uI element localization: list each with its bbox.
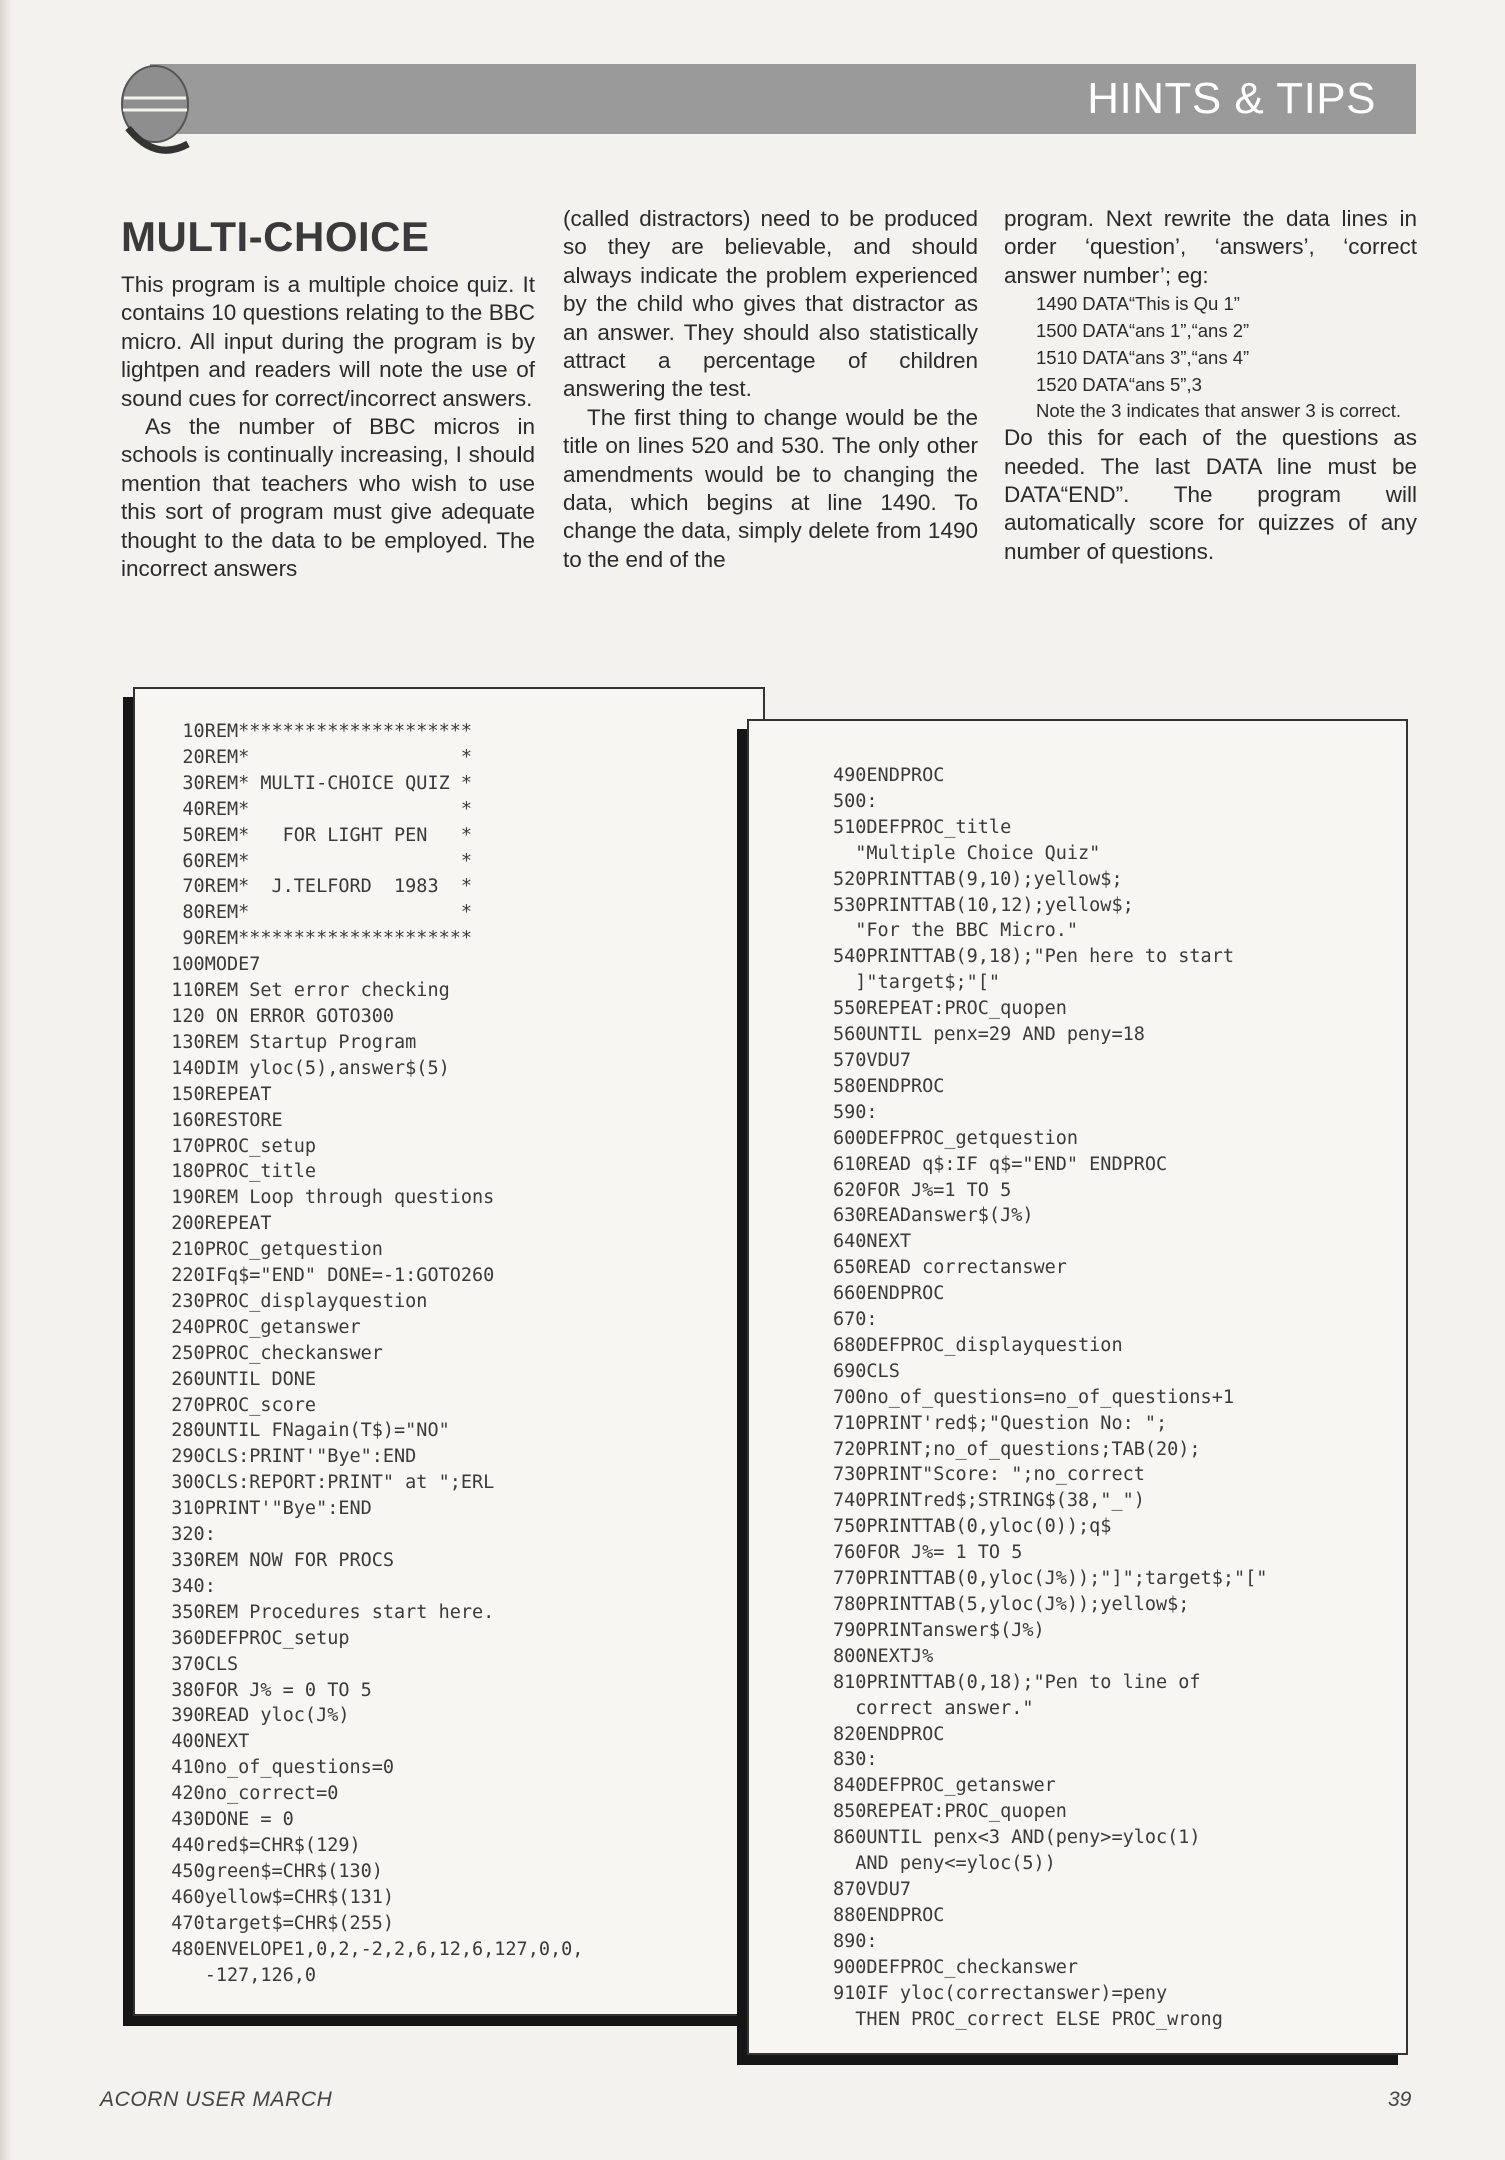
code-line: 170PROC_setup — [149, 1135, 317, 1157]
code-line: 580ENDPROC — [833, 1075, 945, 1097]
code-line: 200REPEAT — [149, 1213, 272, 1235]
code-line: 730PRINT"Score: ";no_correct — [833, 1464, 1145, 1486]
code-line: 210PROC_getquestion — [149, 1239, 383, 1261]
code-line: 30REM* MULTI-CHOICE QUIZ * — [149, 772, 473, 794]
code-line: 710PRINT'red$;"Question No: "; — [833, 1412, 1168, 1434]
code-line: -127,126,0 — [149, 1964, 317, 1986]
code-line: 110REM Set error checking — [149, 980, 450, 1002]
code-line: 310PRINT'"Bye":END — [149, 1498, 372, 1520]
code-line: 680DEFPROC_displayquestion — [833, 1334, 1123, 1356]
code-line: 700no_of_questions=no_of_questions+1 — [833, 1386, 1234, 1408]
code-line: 620FOR J%=1 TO 5 — [833, 1179, 1012, 1201]
code-line: 250PROC_checkanswer — [149, 1342, 383, 1364]
code-line: 120 ON ERROR GOTO300 — [149, 1005, 395, 1027]
code-line: 630READanswer$(J%) — [833, 1205, 1034, 1227]
code-line: 190REM Loop through questions — [149, 1187, 495, 1209]
data-line: 1510 DATA“ans 3”,“ans 4” — [1036, 347, 1250, 369]
code-line: 510DEFPROC_title — [833, 816, 1012, 838]
code-line: 590: — [833, 1101, 878, 1123]
paragraph: The first thing to change would be the title on lines 520 and 530. The only other amendments would be to changing the data, which begins at line 1490. To change the data, simply delete from 1490 to the end of the — [563, 404, 978, 572]
code-line: 740PRINTred$;STRING$(38,"_") — [833, 1490, 1145, 1512]
code-line: 40REM* * — [149, 798, 473, 820]
paragraph: program. Next rewrite the data lines in order ‘question’, ‘answers’, ‘correct answer number’; eg: — [1004, 206, 1417, 288]
paragraph: Do this for each of the questions as needed. The last DATA line must be DATA“END”. The program will automatically score for quizzes of any number of questions. — [1004, 425, 1417, 564]
code-line: 850REPEAT:PROC_quopen — [833, 1801, 1067, 1823]
code-line: 780PRINTTAB(5,yloc(J%));yellow$; — [833, 1594, 1190, 1615]
code-line: 360DEFPROC_setup — [149, 1627, 350, 1649]
code-line: 870VDU7 — [833, 1878, 911, 1900]
code-block — [833, 763, 1267, 2032]
code-line: 70REM* J.TELFORD 1983 * — [149, 876, 473, 898]
code-line: 750PRINTTAB(0,yloc(0));q$ — [833, 1516, 1112, 1538]
code-line: 100MODE7 — [149, 954, 261, 976]
code-line: 640NEXT — [833, 1231, 911, 1253]
code-line: 450green$=CHR$(130) — [149, 1860, 383, 1882]
paragraph: (called distractors) need to be produced so they are believable, and should always indicate the problem experienced by the child who gives that distractor as an answer. They should also statistically attract a percentage of children answering the test. — [563, 206, 978, 402]
code-line: 80REM* * — [149, 902, 473, 924]
code-line: 610READ q$:IF q$="END" ENDPROC — [833, 1153, 1168, 1175]
code-block — [149, 719, 583, 1988]
code-line: 660ENDPROC — [833, 1283, 945, 1305]
article-column-2 — [563, 205, 978, 574]
code-line: 220IFq$="END" DONE=-1:GOTO260 — [149, 1265, 495, 1287]
code-line: 390READ yloc(J%) — [149, 1705, 350, 1727]
code-line: 340: — [149, 1575, 216, 1597]
article-column-1 — [121, 205, 535, 583]
code-line: 270PROC_score — [149, 1394, 317, 1416]
code-line: 790PRINTanswer$(J%) — [833, 1619, 1045, 1641]
code-line: 820ENDPROC — [833, 1723, 945, 1745]
code-line: 690CLS — [833, 1360, 900, 1382]
code-line: 800NEXTJ% — [833, 1645, 934, 1667]
code-line: 840DEFPROC_getanswer — [833, 1775, 1056, 1797]
code-line: 50REM* FOR LIGHT PEN * — [149, 824, 473, 846]
code-line: 910IF yloc(correctanswer)=peny — [833, 1982, 1168, 2004]
code-line: 540PRINTTAB(9,18);"Pen here to start — [833, 946, 1234, 968]
code-line: 260UNTIL DONE — [149, 1368, 317, 1390]
data-line: 1500 DATA“ans 1”,“ans 2” — [1036, 320, 1250, 342]
code-line: 650READ correctanswer — [833, 1257, 1067, 1279]
code-line: 400NEXT — [149, 1731, 250, 1753]
program-listing-left — [133, 687, 765, 2016]
code-line: 320: — [149, 1524, 216, 1546]
page-edge — [0, 0, 12, 2160]
code-line: correct answer." — [833, 1697, 1034, 1719]
code-line: 520PRINTTAB(9,10);yellow$; — [833, 868, 1123, 890]
code-line: 160RESTORE — [149, 1109, 283, 1131]
code-line: 880ENDPROC — [833, 1904, 945, 1926]
article-column-3 — [1004, 205, 1417, 566]
code-line: 140DIM yloc(5),answer$(5) — [149, 1057, 450, 1079]
code-line: 240PROC_getanswer — [149, 1316, 361, 1338]
code-line: 760FOR J%= 1 TO 5 — [833, 1542, 1023, 1564]
code-line: 860UNTIL penx<3 AND(peny>=yloc(1) — [833, 1827, 1201, 1849]
code-line: 20REM* * — [149, 746, 473, 768]
section-header-bar — [150, 64, 1416, 134]
code-line: 330REM NOW FOR PROCS — [149, 1550, 395, 1571]
note: Note the 3 indicates that answer 3 is correct. — [1036, 400, 1402, 422]
code-line: 300CLS:REPORT:PRINT" at ";ERL — [149, 1472, 495, 1494]
code-line: 570VDU7 — [833, 1049, 911, 1071]
code-line: ]"target$;"[" — [833, 972, 1001, 994]
code-line: 440red$=CHR$(129) — [149, 1834, 361, 1856]
code-line: 430DONE = 0 — [149, 1809, 294, 1831]
acorn-logo-icon — [118, 62, 192, 162]
code-line: 830: — [833, 1749, 878, 1771]
code-line: 890: — [833, 1930, 878, 1952]
footer-publication: ACORN USER MARCH — [100, 2088, 333, 2111]
paragraph: As the number of BBC micros in schools is continually increasing, I should mention that teachers who wish to use this sort of program must give adequate thought to the data to be employed. The incorrect answers — [121, 414, 535, 582]
code-line: 900DEFPROC_checkanswer — [833, 1956, 1079, 1978]
code-line: 60REM* * — [149, 850, 473, 872]
code-line: AND peny<=yloc(5)) — [833, 1853, 1056, 1875]
article-title: MULTI-CHOICE — [121, 213, 430, 260]
code-line: 10REM********************* — [149, 721, 473, 742]
code-line: 480ENVELOPE1,0,2,-2,2,6,12,6,127,0,0, — [149, 1938, 584, 1960]
data-line: 1520 DATA“ans 5”,3 — [1036, 374, 1202, 396]
code-line: 290CLS:PRINT'"Bye":END — [149, 1446, 417, 1468]
code-line: 280UNTIL FNagain(T$)="NO" — [149, 1420, 450, 1442]
data-lines-example — [1004, 290, 1417, 398]
code-line: 670: — [833, 1309, 878, 1331]
code-line: 420no_correct=0 — [149, 1783, 339, 1805]
code-line: 770PRINTTAB(0,yloc(J%));"]";target$;"[" — [833, 1568, 1268, 1590]
code-line: 810PRINTTAB(0,18);"Pen to line of — [833, 1671, 1201, 1693]
code-line: 130REM Startup Program — [149, 1031, 417, 1053]
code-line: 530PRINTTAB(10,12);yellow$; — [833, 894, 1134, 916]
program-listing-right — [747, 719, 1408, 2055]
code-line: "Multiple Choice Quiz" — [833, 842, 1101, 864]
code-line: 550REPEAT:PROC_quopen — [833, 998, 1067, 1020]
code-line: 500: — [833, 790, 878, 812]
code-line: THEN PROC_correct ELSE PROC_wrong — [833, 2008, 1223, 2030]
code-line: 180PROC_title — [149, 1161, 317, 1183]
code-line: 410no_of_questions=0 — [149, 1757, 395, 1779]
code-line: 230PROC_displayquestion — [149, 1290, 428, 1312]
code-line: 350REM Procedures start here. — [149, 1601, 495, 1623]
code-line: 720PRINT;no_of_questions;TAB(20); — [833, 1438, 1201, 1460]
code-line: 470target$=CHR$(255) — [149, 1912, 395, 1934]
code-line: 560UNTIL penx=29 AND peny=18 — [833, 1024, 1145, 1046]
code-line: 370CLS — [149, 1653, 239, 1675]
code-line: 150REPEAT — [149, 1083, 272, 1105]
data-line: 1490 DATA“This is Qu 1” — [1036, 293, 1240, 315]
code-line: "For the BBC Micro." — [833, 920, 1079, 942]
page-number: 39 — [1388, 2088, 1412, 2111]
section-title: HINTS & TIPS — [1087, 74, 1376, 123]
code-line: 380FOR J% = 0 TO 5 — [149, 1679, 372, 1701]
paragraph: This program is a multiple choice quiz. It contains 10 questions relating to the BBC micro. All input during the program is by lightpen and readers will note the use of sound cues for correct/incorrect answers. — [121, 272, 535, 411]
code-line: 90REM********************* — [149, 928, 473, 950]
code-line: 460yellow$=CHR$(131) — [149, 1886, 395, 1908]
code-line: 600DEFPROC_getquestion — [833, 1127, 1079, 1149]
code-line: 490ENDPROC — [833, 765, 945, 786]
